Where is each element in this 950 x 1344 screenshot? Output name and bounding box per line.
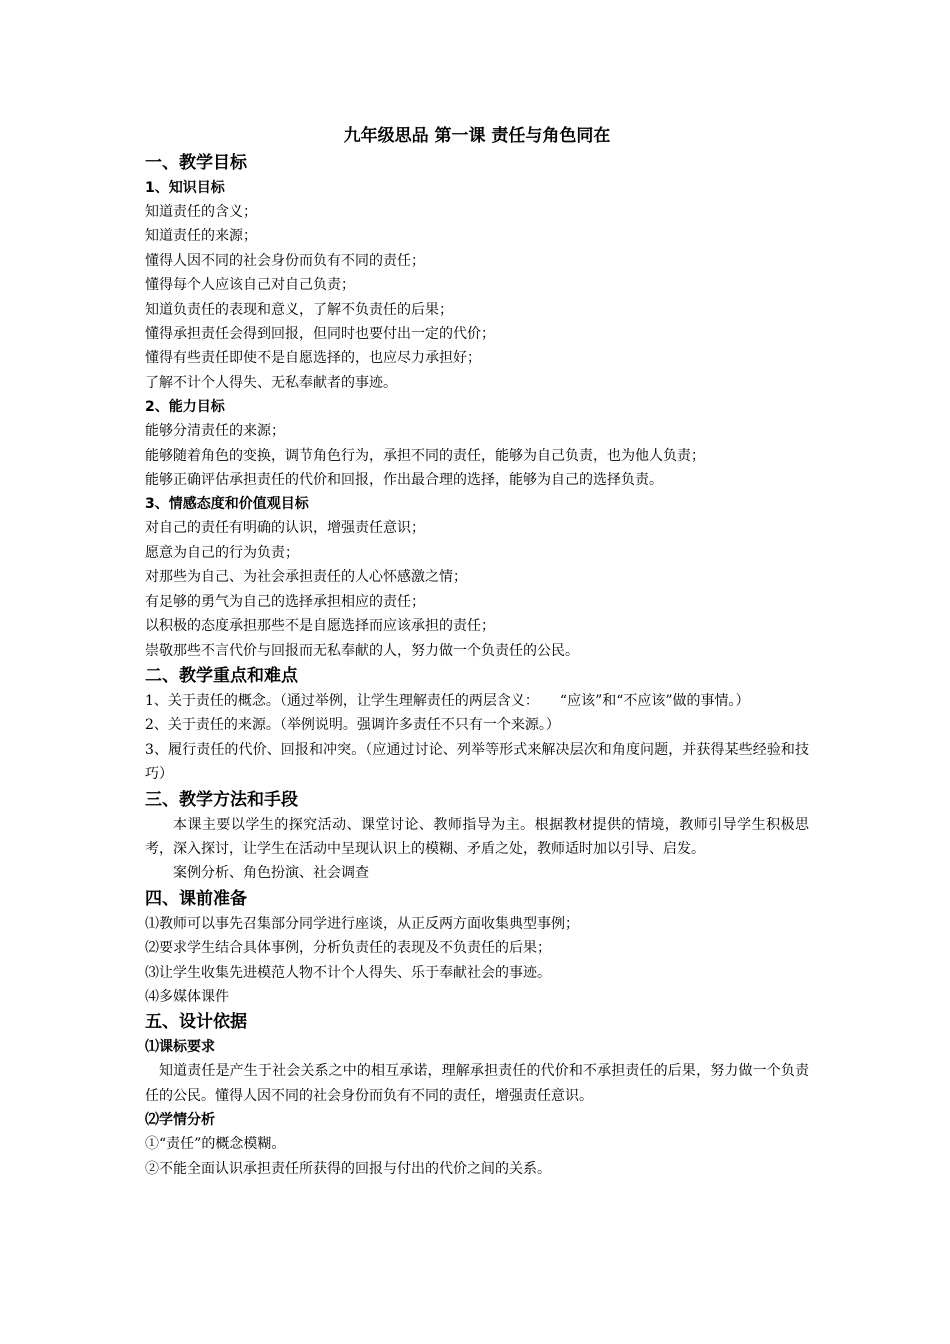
paragraph: 案例分析、角色扮演、社会调查 <box>173 865 369 882</box>
list-item: ⑶让学生收集先进模范人物不计个人得失、乐于奉献社会的事迹。 <box>145 964 551 981</box>
list-item: 崇敬那些不言代价与回报而无私奉献的人，努力做一个负责任的公民。 <box>145 642 579 659</box>
list-item: ⑵要求学生结合具体事例，分析负责任的表现及不负责任的后果； <box>145 940 551 957</box>
subsection-heading-values: 3、情感态度和价值观目标 <box>145 496 309 513</box>
list-item: 有足够的勇气为自己的选择承担相应的责任； <box>145 593 425 610</box>
subsection-heading-curriculum: ⑴课标要求 <box>145 1039 215 1056</box>
list-item: ⑷多媒体课件 <box>145 988 229 1005</box>
section-heading-design-basis: 五、设计依据 <box>145 1012 247 1033</box>
subsection-heading-learner-analysis: ⑵学情分析 <box>145 1112 215 1129</box>
list-item: 懂得有些责任即使不是自愿选择的，也应尽力承担好； <box>145 350 481 367</box>
list-item: 对那些为自己、为社会承担责任的人心怀感激之情； <box>145 569 467 586</box>
document-page <box>145 122 809 1181</box>
subsection-heading-ability: 2、能力目标 <box>145 399 225 416</box>
section-heading-methods: 三、教学方法和手段 <box>145 789 298 810</box>
list-item: 了解不计个人得失、无私奉献者的事迹。 <box>145 374 397 391</box>
list-item: 2、关于责任的来源。（举例说明。强调许多责任不只有一个来源。） <box>145 717 560 734</box>
list-item: 知道责任的来源； <box>145 228 257 245</box>
paragraph: 本课主要以学生的探究活动、课堂讨论、教师指导为主。根据教材提供的情境，教师引导学生积极思考，深入探讨，让学生在活动中呈现认识上的模糊、矛盾之处，教师适时加以引导、启发。 <box>145 816 809 857</box>
section-heading-objectives: 一、教学目标 <box>145 153 247 173</box>
list-item: ②不能全面认识承担责任所获得的回报与付出的代价之间的关系。 <box>145 1160 551 1177</box>
list-item: 懂得承担责任会得到回报，但同时也要付出一定的代价； <box>145 326 495 343</box>
list-item: 愿意为自己的行为负责； <box>145 544 299 561</box>
section-heading-preparation: 四、课前准备 <box>145 888 247 909</box>
list-item: 对自己的责任有明确的认识，增强责任意识； <box>145 520 425 537</box>
list-item: 3、履行责任的代价、回报和冲突。（应通过讨论、列举等形式来解决层次和角度问题，并获得某些经验和技巧） <box>145 741 809 783</box>
paragraph: 知道责任是产生于社会关系之中的相互承诺，理解承担责任的代价和不承担责任的后果，努力做一个负责任的公民。懂得人因不同的社会身份而负有不同的责任，增强责任意识。 <box>145 1063 809 1104</box>
list-item: 知道责任的含义； <box>145 204 257 220</box>
subsection-heading-knowledge: 1、知识目标 <box>145 180 225 196</box>
section-heading-key-points: 二、教学重点和难点 <box>145 665 298 686</box>
list-item: 知道负责任的表现和意义，了解不负责任的后果； <box>145 301 453 318</box>
list-item: ⑴教师可以事先召集部分同学进行座谈，从正反两方面收集典型事例； <box>145 915 579 932</box>
list-item: 以积极的态度承担那些不是自愿选择而应该承担的责任； <box>145 618 495 635</box>
list-item: 能够随着角色的变换，调节角色行为，承担不同的责任，能够为自己负责，也为他人负责； <box>145 447 705 464</box>
list-item: 懂得每个人应该自己对自己负责； <box>145 277 355 294</box>
document-title: 九年级思品 第一课 责任与角色同在 <box>343 126 611 146</box>
list-item: 能够分清责任的来源； <box>145 423 285 440</box>
list-item: 懂得人因不同的社会身份而负有不同的责任； <box>145 252 425 269</box>
list-item: ①“责任”的概念模糊。 <box>145 1136 286 1153</box>
list-item: 1、关于责任的概念。（通过举例，让学生理解责任的两层含义： “应该”和“不应该”做的事情。） <box>145 692 750 709</box>
list-item: 能够正确评估承担责任的代价和回报，作出最合理的选择，能够为自己的选择负责。 <box>145 472 663 489</box>
